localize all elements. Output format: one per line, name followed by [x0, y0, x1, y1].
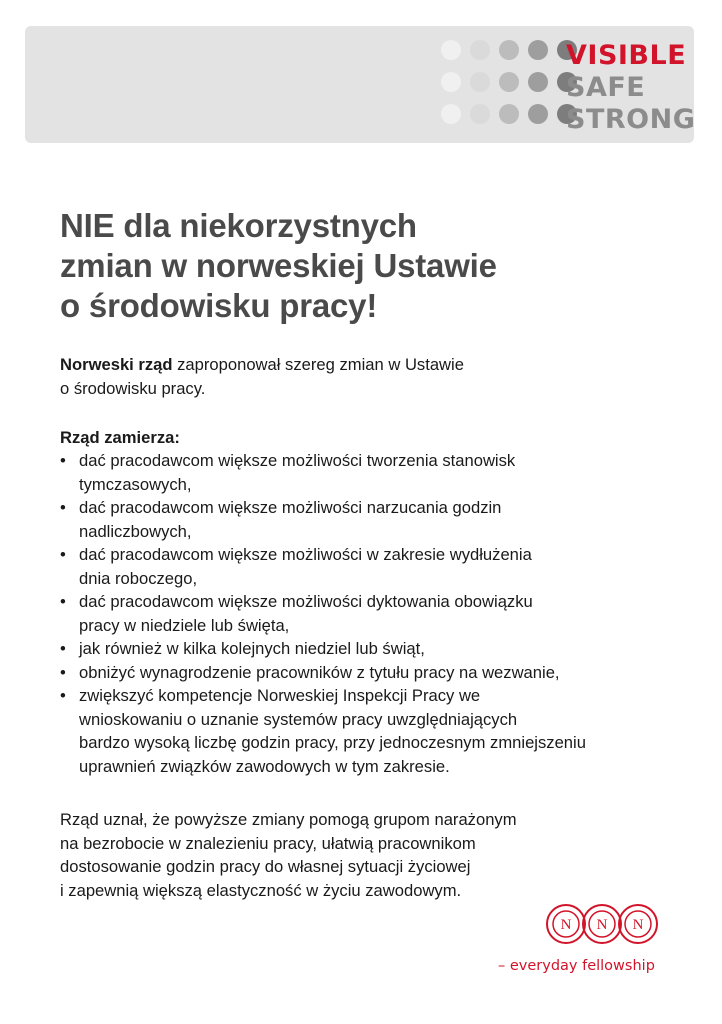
closing-line: i zapewnią większą elastyczność w życiu zawodowym.: [60, 880, 462, 900]
bullet-item: [60, 590, 586, 637]
bullet-item: [60, 543, 586, 590]
bullet-line: jak również w kilka kolejnych niedziel lub świąt,: [79, 639, 425, 658]
closing-line: dostosowanie godzin pracy do własnej sytuacji życiowej: [60, 857, 471, 876]
bullet-item: [60, 496, 586, 543]
bullet-icon: •: [60, 545, 66, 564]
title-line: zmian w norweskiej Ustawie: [60, 247, 497, 284]
dot: [470, 72, 490, 92]
bullet-item: [60, 661, 586, 685]
tagline-safe: SAFE: [566, 72, 646, 103]
dot-row: [441, 72, 581, 92]
dot: [499, 72, 519, 92]
dot: [528, 104, 548, 124]
dot: [441, 104, 461, 124]
dot: [470, 40, 490, 60]
bullet-icon: •: [60, 639, 66, 658]
title-line: o środowisku pracy!: [60, 287, 378, 324]
dot: [528, 40, 548, 60]
bullet-line: dać pracodawcom większe możliwości w zakresie wydłużenia: [79, 545, 532, 564]
nnn-logo: [546, 898, 658, 950]
title-line: NIE dla niekorzystnych: [60, 207, 417, 244]
closing-paragraph: [60, 808, 517, 902]
bullet-item: [60, 684, 586, 778]
bullet-line: pracy w niedziele lub święta,: [79, 615, 290, 635]
bullet-line: dać pracodawcom większe możliwości tworzenia stanowisk: [79, 451, 516, 470]
bullet-item: [60, 637, 586, 661]
logo-letter: N: [560, 917, 572, 933]
dot: [441, 40, 461, 60]
bullet-line: obniżyć wynagrodzenie pracowników z tytułu pracy na wezwanie,: [79, 662, 560, 682]
closing-line: na bezrobocie w znalezieniu pracy, ułatwią pracownikom: [60, 833, 476, 853]
bullet-icon: •: [60, 592, 66, 611]
dot-row: [441, 40, 581, 60]
bullet-line: bardzo wysoką liczbę godzin pracy, przy jednoczesnym zmniejszeniu: [79, 733, 586, 752]
bullet-line: dać pracodawcom większe możliwości narzucania godzin: [79, 498, 502, 517]
dot: [499, 40, 519, 60]
intro-line: [60, 353, 464, 377]
bullet-icon: •: [60, 662, 66, 682]
logo-letter: N: [596, 917, 608, 933]
header-banner: [25, 26, 694, 143]
intro-paragraph: [60, 353, 464, 400]
bullet-list: [60, 449, 586, 778]
bullet-line: uprawnień związków zawodowych w tym zakresie.: [79, 756, 450, 776]
lead-heading: Rząd zamierza:: [60, 428, 180, 447]
intro-rest: zaproponował szereg zmian w Ustawie: [172, 355, 464, 374]
bullet-line: zwiększyć kompetencje Norweskiej Inspekcji Pracy we: [79, 686, 481, 705]
bullet-icon: •: [60, 451, 66, 470]
bullet-icon: •: [60, 498, 66, 517]
logo-letter: N: [632, 917, 644, 933]
tagline-visible: VISIBLE: [566, 40, 687, 71]
bullet-item: [60, 449, 586, 496]
bullet-icon: •: [60, 686, 66, 705]
bullet-line: dnia roboczego,: [79, 568, 198, 588]
footer-slogan: – everyday fellowship: [498, 958, 655, 974]
intro-bold: Norweski rząd: [60, 355, 173, 374]
bullet-line: nadliczbowych,: [79, 521, 192, 541]
bullet-line: dać pracodawcom większe możliwości dyktowania obowiązku: [79, 592, 533, 611]
dot-row: [441, 104, 581, 124]
dot: [528, 72, 548, 92]
intro-line: o środowisku pracy.: [60, 378, 206, 398]
bullet-line: wnioskowaniu o uznanie systemów pracy uwzględniających: [79, 709, 518, 729]
page-title: [60, 206, 497, 326]
dot: [441, 72, 461, 92]
tagline-strong: STRONG: [566, 104, 696, 135]
dot: [470, 104, 490, 124]
dot: [499, 104, 519, 124]
bullet-line: tymczasowych,: [79, 474, 192, 494]
closing-line: Rząd uznał, że powyższe zmiany pomogą grupom narażonym: [60, 810, 517, 829]
